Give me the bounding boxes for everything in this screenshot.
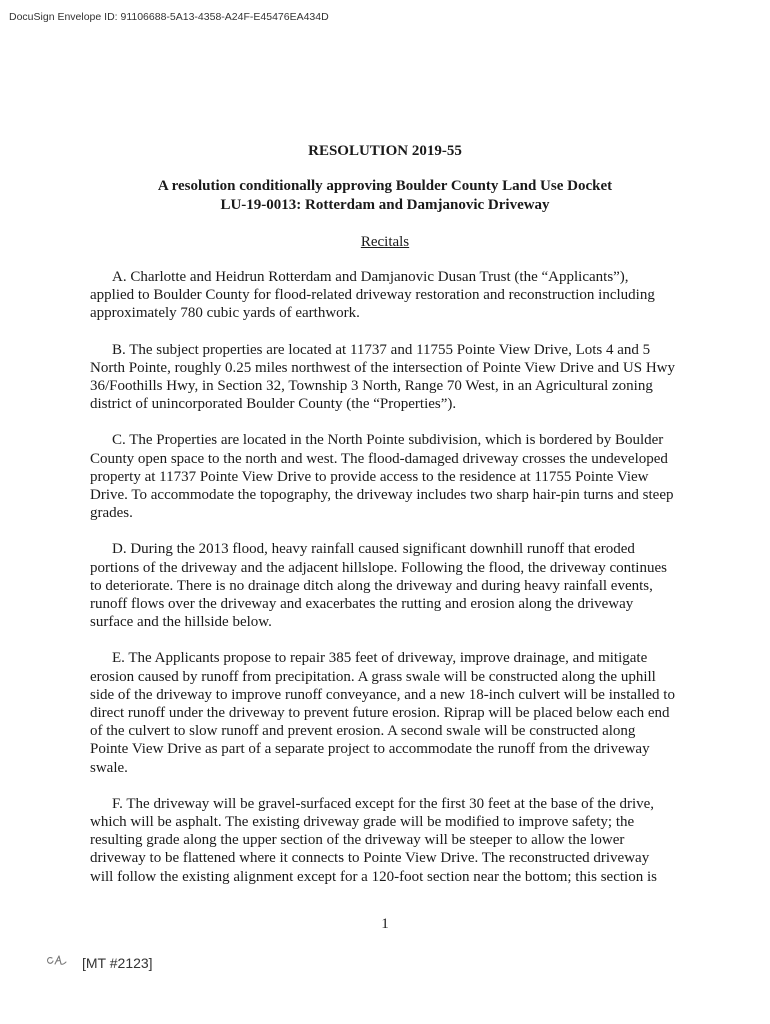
paragraph-line: approximately 780 cubic yards of earthwork. xyxy=(90,305,360,322)
paragraph-line: Pointe View Drive as part of a separate project to accommodate the runoff from the driveway xyxy=(90,741,650,758)
paragraph-line: erosion caused by runoff from precipitation. A grass swale will be constructed along the uphill xyxy=(90,668,656,685)
initials-signature-icon xyxy=(45,953,67,969)
paragraph-line: portions of the driveway and the adjacent hillslope. Following the flood, the driveway continues xyxy=(90,559,667,576)
paragraph-line: driveway to be flattened where it connects to Pointe View Drive. The reconstructed driveway xyxy=(90,850,650,867)
paragraph-a xyxy=(90,268,690,323)
paragraph-line: which will be asphalt. The existing driveway grade will be modified to improve safety; the xyxy=(90,814,635,831)
paragraph-line: to deteriorate. There is no drainage ditch along the driveway and during heavy rainfall events, xyxy=(90,577,653,594)
paragraph-b xyxy=(90,341,690,414)
footer-document-code: [MT #2123] xyxy=(82,955,153,971)
paragraph-e xyxy=(90,649,690,776)
paragraph-f xyxy=(90,795,690,886)
paragraph-line: D. During the 2013 flood, heavy rainfall caused significant downhill runoff that eroded xyxy=(112,541,635,558)
paragraph-line: will follow the existing alignment except for a 120-foot section near the bottom; this section is xyxy=(90,868,657,885)
paragraph-line: district of unincorporated Boulder County (the “Properties”). xyxy=(90,396,457,413)
paragraph-line: surface and the hillside below. xyxy=(90,614,272,631)
document-title: RESOLUTION 2019-55 xyxy=(308,143,462,159)
subtitle-line: A resolution conditionally approving Boulder County Land Use Docket xyxy=(157,178,613,194)
envelope-id: DocuSign Envelope ID: 91106688-5A13-4358-A24F-E45476EA434D xyxy=(9,11,329,23)
paragraph-line: E. The Applicants propose to repair 385 feet of driveway, improve drainage, and mitigate xyxy=(112,650,648,667)
document-subtitle xyxy=(0,177,770,215)
paragraph-line: County open space to the north and west. The flood-damaged driveway crosses the undeveloped xyxy=(90,450,668,467)
paragraph-line: applied to Boulder County for flood-related driveway restoration and reconstruction including xyxy=(90,287,655,304)
paragraph-line: swale. xyxy=(90,759,128,776)
paragraph-line: of the culvert to slow runoff and prevent erosion. A second swale will be constructed along xyxy=(90,723,636,740)
paragraph-line: Drive. To accommodate the topography, the driveway includes two sharp hair-pin turns and steep xyxy=(90,487,674,504)
page-number: 1 xyxy=(381,916,389,932)
paragraph-line: 36/Foothills Hwy, in Section 32, Township 3 North, Range 70 West, in an Agricultural zoning xyxy=(90,378,653,395)
subtitle-line: LU-19-0013: Rotterdam and Damjanovic Driveway xyxy=(220,197,550,213)
paragraph-line: C. The Properties are located in the North Pointe subdivision, which is bordered by Boulder xyxy=(112,432,664,449)
paragraph-d xyxy=(90,540,690,631)
recitals-body xyxy=(90,268,690,886)
paragraph-line: North Pointe, roughly 0.25 miles northwest of the intersection of Pointe View Drive and US Hwy xyxy=(90,359,675,376)
paragraph-line: property at 11737 Pointe View Drive to provide access to the residence at 11755 Pointe View xyxy=(90,468,649,485)
paragraph-line: F. The driveway will be gravel-surfaced except for the first 30 feet at the base of the drive, xyxy=(112,795,655,812)
paragraph-c xyxy=(90,431,690,522)
paragraph-line: B. The subject properties are located at 11737 and 11755 Pointe View Drive, Lots 4 and 5 xyxy=(112,341,651,358)
section-heading-recitals: Recitals xyxy=(360,234,410,250)
paragraph-line: runoff flows over the driveway and exacerbates the rutting and erosion along the driveway xyxy=(90,596,634,613)
paragraph-line: resulting grade along the upper section of the driveway will be steeper to allow the lower xyxy=(90,832,625,849)
paragraph-line: A. Charlotte and Heidrun Rotterdam and Damjanovic Dusan Trust (the “Applicants”), xyxy=(112,269,629,285)
paragraph-line: direct runoff under the driveway to prevent future erosion. Riprap will be placed below each end xyxy=(90,705,670,722)
paragraph-line: grades. xyxy=(90,505,133,522)
paragraph-line: side of the driveway to improve runoff conveyance, and a new 18-inch culvert will be installed to xyxy=(90,686,675,703)
